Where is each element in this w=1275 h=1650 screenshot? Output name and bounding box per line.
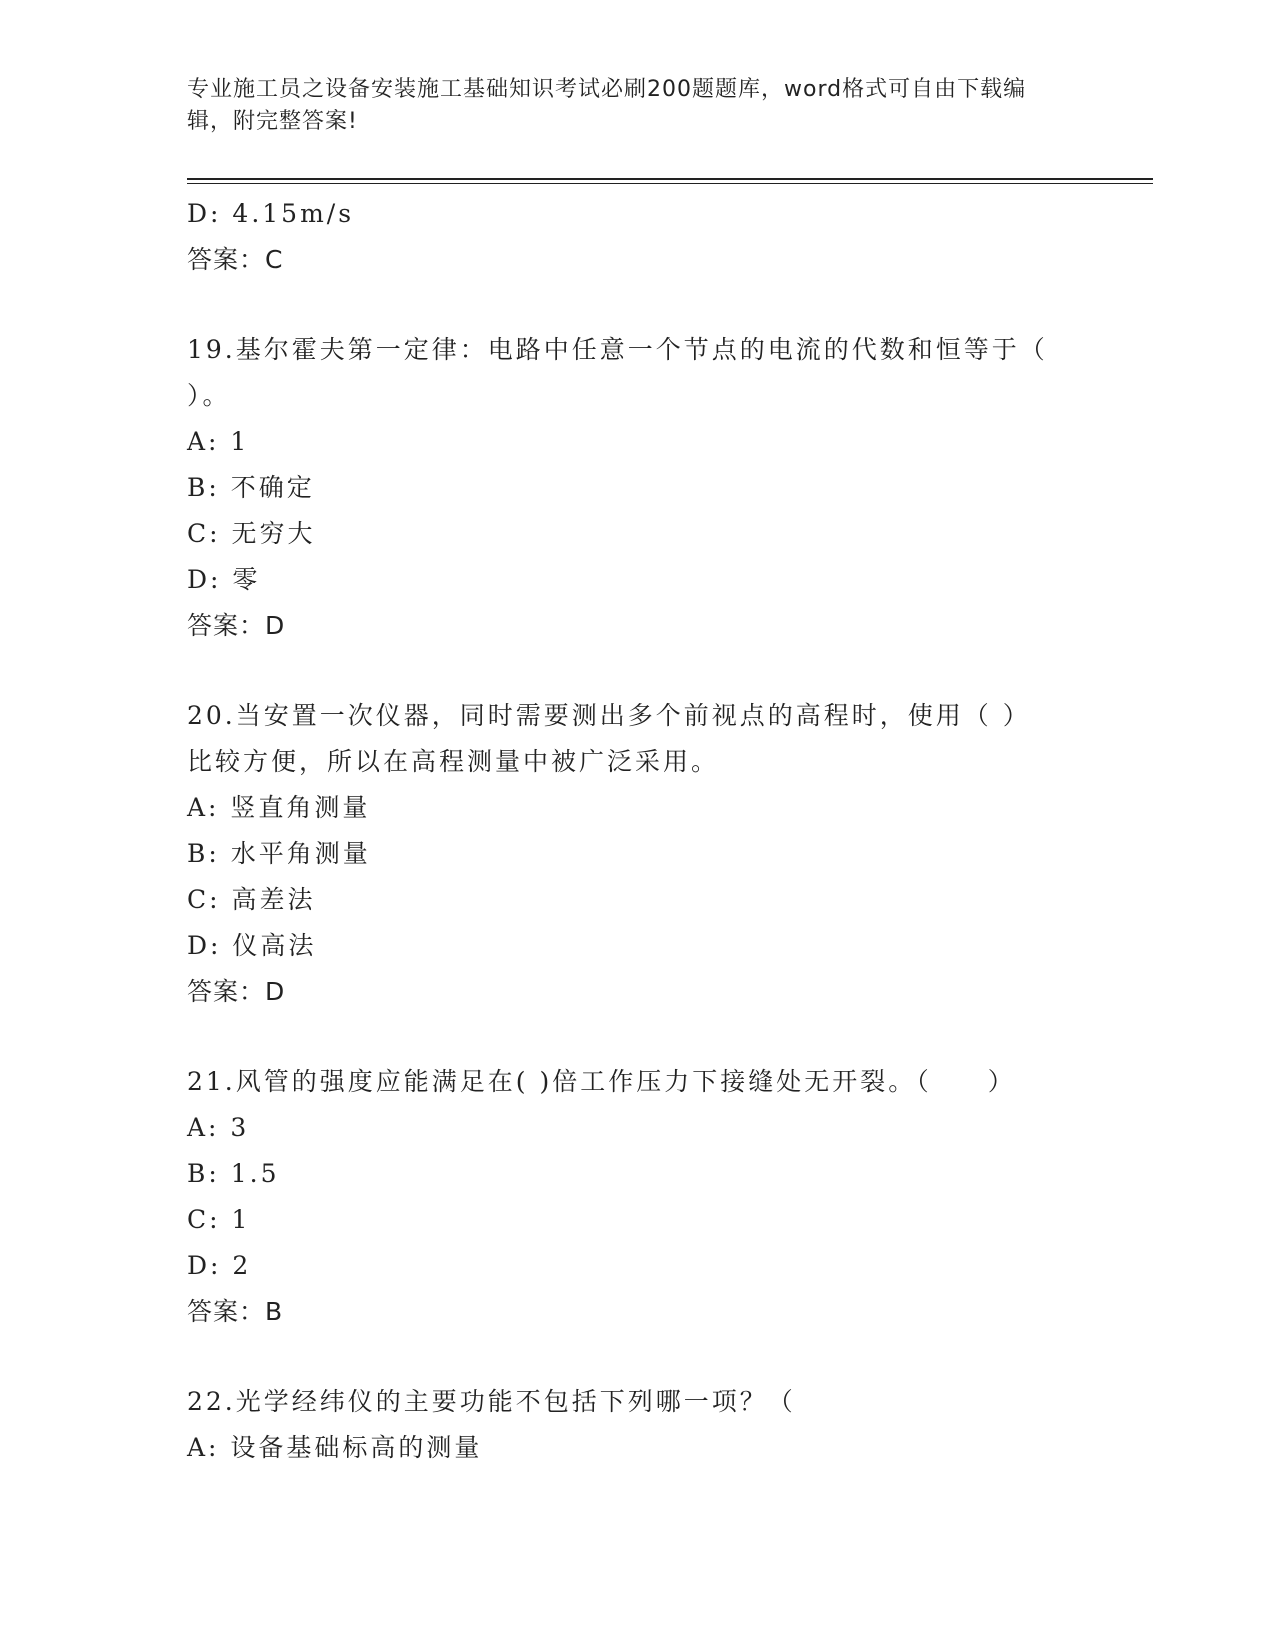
question-20 (187, 693, 1067, 1015)
option-c: C: 1 (187, 1205, 251, 1234)
option-d: D: 2 (187, 1251, 252, 1280)
question-stem-continued: ）。 (187, 381, 231, 410)
answer-line: 答案：B (187, 1297, 284, 1326)
answer-line: 答案：D (187, 611, 286, 640)
option-a: A: 设备基础标高的测量 (187, 1433, 483, 1462)
answer-line: 答案：C (187, 245, 284, 274)
option-b: B: 1.5 (187, 1159, 280, 1188)
document-header-title: 专业施工员之设备安装施工基础知识考试必刷200题题库，word格式可自由下载编辑，附完整答案! (187, 77, 1027, 134)
header-divider-thin (187, 183, 1153, 184)
option-d: D: 仪高法 (187, 931, 317, 960)
option-a: A: 1 (187, 427, 250, 456)
question-21 (187, 1059, 1067, 1335)
question-stem: 19.基尔霍夫第一定律：电路中任意一个节点的电流的代数和恒等于（ (187, 335, 1048, 364)
option-c: C: 无穷大 (187, 519, 316, 548)
question-19 (187, 327, 1067, 649)
option-d: D: 零 (187, 565, 261, 594)
question-stem: 21.风管的强度应能满足在( )倍工作压力下接缝处无开裂。（ ） (187, 1067, 1016, 1096)
header-divider-thick (187, 178, 1153, 180)
option-d: D: 4.15m/s (187, 199, 355, 228)
document-body (187, 191, 1067, 1471)
question-18-fragment (187, 191, 1067, 283)
option-b: B: 水平角测量 (187, 839, 371, 868)
question-stem-continued: 比较方便，所以在高程测量中被广泛采用。 (187, 747, 720, 776)
question-22 (187, 1379, 1067, 1471)
question-stem: 20.当安置一次仪器，同时需要测出多个前视点的高程时，使用（ ） (187, 701, 1031, 730)
option-c: C: 高差法 (187, 885, 316, 914)
option-a: A: 竖直角测量 (187, 793, 371, 822)
option-a: A: 3 (187, 1113, 250, 1142)
option-b: B: 不确定 (187, 473, 315, 502)
answer-line: 答案：D (187, 977, 286, 1006)
question-stem: 22.光学经纬仪的主要功能不包括下列哪一项？（ (187, 1387, 796, 1416)
